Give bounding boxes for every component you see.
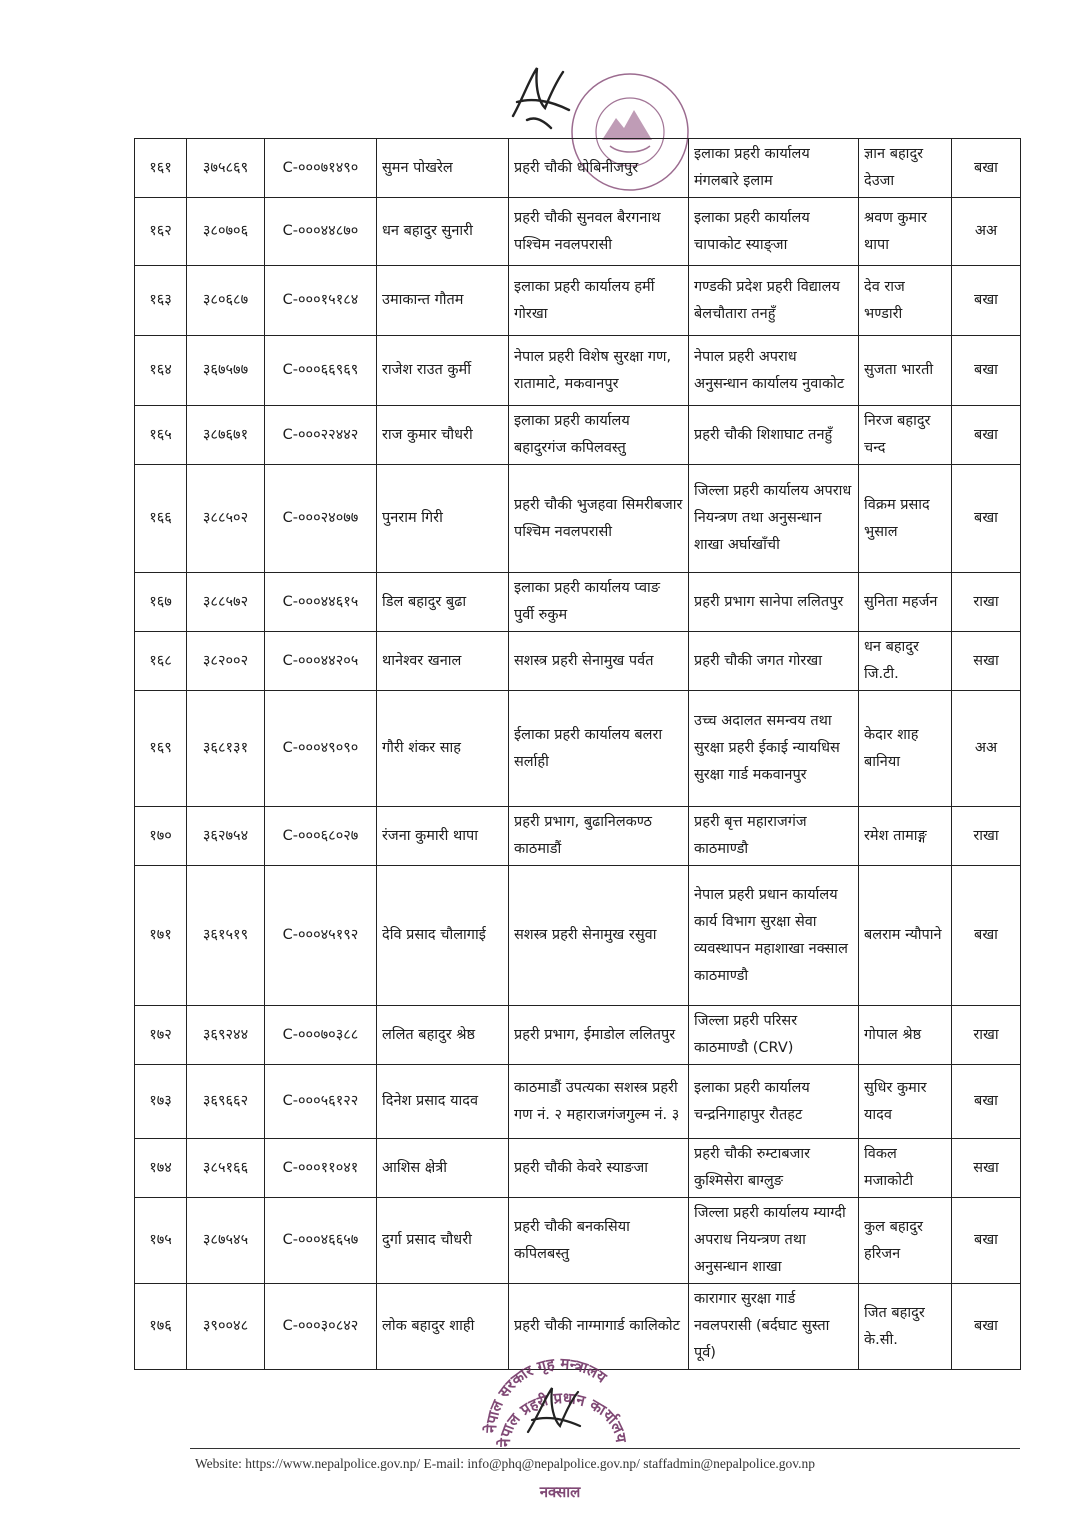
- cell-from: नेपाल प्रहरी विशेष सुरक्षा गण, रातामाटे, मकवानपुर: [509, 336, 689, 406]
- cell-person: ज्ञान बहादुर देउजा: [859, 139, 952, 198]
- cell-to: गण्डकी प्रदेश प्रहरी विद्यालय बेलचौतारा तनहुँ: [689, 266, 859, 336]
- cell-name: डिल बहादुर बुढा: [377, 573, 509, 632]
- cell-post: राखा: [952, 1006, 1021, 1065]
- table-row: [135, 406, 1021, 465]
- cell-code: C-०००४६६५७: [265, 1198, 377, 1284]
- cell-id: ३८२००२: [187, 632, 265, 691]
- cell-name: दिनेश प्रसाद यादव: [377, 1065, 509, 1139]
- cell-from: इलाका प्रहरी कार्यालय प्वाङ पुर्वी रुकुम: [509, 573, 689, 632]
- cell-id: ३८८५०२: [187, 465, 265, 573]
- table-row: [135, 1006, 1021, 1065]
- transfer-records-table: [134, 138, 1021, 1370]
- cell-from: इलाका प्रहरी कार्यालय हर्मी गोरखा: [509, 266, 689, 336]
- cell-person: सुधिर कुमार यादव: [859, 1065, 952, 1139]
- cell-to: नेपाल प्रहरी प्रधान कार्यालय कार्य विभाग सुरक्षा सेवा व्यवस्थापन महाशाखा नक्साल काठमाण्डौ: [689, 866, 859, 1006]
- cell-id: ३८०७०६: [187, 198, 265, 266]
- cell-person: कुल बहादुर हरिजन: [859, 1198, 952, 1284]
- cell-code: C-०००६८०२७: [265, 807, 377, 866]
- cell-sn: १६२: [135, 198, 187, 266]
- cell-post: बखा: [952, 406, 1021, 465]
- cell-id: ३९००४८: [187, 1284, 265, 1370]
- table-row: [135, 866, 1021, 1006]
- cell-name: उमाकान्त गौतम: [377, 266, 509, 336]
- cell-id: ३६७५७७: [187, 336, 265, 406]
- footer-divider: [190, 1448, 1020, 1449]
- cell-to: नेपाल प्रहरी अपराध अनुसन्धान कार्यालय नुवाकोट: [689, 336, 859, 406]
- cell-code: C-०००३०८४२: [265, 1284, 377, 1370]
- cell-to: जिल्ला प्रहरी कार्यालय म्याग्दी अपराध नियन्त्रण तथा अनुसन्धान शाखा: [689, 1198, 859, 1284]
- cell-code: C-०००६६९६९: [265, 336, 377, 406]
- table-row: [135, 632, 1021, 691]
- table-row: [135, 1065, 1021, 1139]
- cell-post: अअ: [952, 691, 1021, 807]
- cell-person: देव राज भण्डारी: [859, 266, 952, 336]
- cell-person: श्रवण कुमार थापा: [859, 198, 952, 266]
- cell-code: C-०००७०३८८: [265, 1006, 377, 1065]
- cell-name: पुनराम गिरी: [377, 465, 509, 573]
- cell-name: ललित बहादुर श्रेष्ठ: [377, 1006, 509, 1065]
- cell-post: बखा: [952, 266, 1021, 336]
- cell-sn: १६४: [135, 336, 187, 406]
- cell-to: जिल्ला प्रहरी परिसर काठमाण्डौ (CRV): [689, 1006, 859, 1065]
- cell-from: काठमाडौं उपत्यका सशस्त्र प्रहरी गण नं. २ महाराजगंजगुल्म नं. ३: [509, 1065, 689, 1139]
- cell-person: सुजता भारती: [859, 336, 952, 406]
- cell-name: देवि प्रसाद चौलागाई: [377, 866, 509, 1006]
- cell-code: C-०००१५१८४: [265, 266, 377, 336]
- cell-person: बलराम न्यौपाने: [859, 866, 952, 1006]
- cell-sn: १७१: [135, 866, 187, 1006]
- cell-code: C-०००७१४९०: [265, 139, 377, 198]
- cell-name: रंजना कुमारी थापा: [377, 807, 509, 866]
- cell-post: बखा: [952, 1065, 1021, 1139]
- seal-bottom-text: नक्साल: [539, 1483, 581, 1501]
- cell-post: सखा: [952, 632, 1021, 691]
- cell-id: ३६८१३१: [187, 691, 265, 807]
- cell-post: बखा: [952, 465, 1021, 573]
- cell-post: बखा: [952, 1284, 1021, 1370]
- cell-from: सशस्त्र प्रहरी सेनामुख रसुवा: [509, 866, 689, 1006]
- cell-id: ३६९६६२: [187, 1065, 265, 1139]
- cell-to: प्रहरी बृत्त महाराजगंज काठमाण्डौ: [689, 807, 859, 866]
- cell-name: धन बहादुर सुनारी: [377, 198, 509, 266]
- cell-from: प्रहरी चौकी केवरे स्याङजा: [509, 1139, 689, 1198]
- cell-person: जित बहादुर के.सी.: [859, 1284, 952, 1370]
- cell-post: राखा: [952, 573, 1021, 632]
- cell-from: प्रहरी चौकी सुनवल बैरगनाथ पश्चिम नवलपरासी: [509, 198, 689, 266]
- seal-outer-text: नेपाल सरकार गृह मन्त्रालय: [481, 1355, 610, 1434]
- cell-from: इलाका प्रहरी कार्यालय बहादुरगंज कपिलवस्तु: [509, 406, 689, 465]
- cell-sn: १७६: [135, 1284, 187, 1370]
- cell-post: बखा: [952, 336, 1021, 406]
- cell-from: सशस्त्र प्रहरी सेनामुख पर्वत: [509, 632, 689, 691]
- cell-name: आशिस क्षेत्री: [377, 1139, 509, 1198]
- cell-id: ३६१५१९: [187, 866, 265, 1006]
- cell-to: प्रहरी चौकी जगत गोरखा: [689, 632, 859, 691]
- cell-to: कारागार सुरक्षा गार्ड नवलपरासी (बर्दघाट सुस्ता पूर्व): [689, 1284, 859, 1370]
- cell-person: निरज बहादुर चन्द: [859, 406, 952, 465]
- cell-sn: १७४: [135, 1139, 187, 1198]
- cell-sn: १७०: [135, 807, 187, 866]
- signature-bottom-icon: [522, 1380, 586, 1450]
- cell-person: केदार शाह बानिया: [859, 691, 952, 807]
- footer-contact-text: Website: https://www.nepalpolice.gov.np/ E-mail: info@phq@nepalpolice.gov.np/ staffadmin@nepalpolice.gov.np: [195, 1456, 815, 1471]
- cell-sn: १६९: [135, 691, 187, 807]
- table-row: [135, 573, 1021, 632]
- cell-to: प्रहरी प्रभाग सानेपा ललितपुर: [689, 573, 859, 632]
- cell-id: ३६९२४४: [187, 1006, 265, 1065]
- cell-code: C-०००४९०९०: [265, 691, 377, 807]
- cell-to: इलाका प्रहरी कार्यालय मंगलबारे इलाम: [689, 139, 859, 198]
- seal-inner-text: नेपाल प्रहरी प्रधान कार्यालय: [495, 1388, 631, 1448]
- table-row: [135, 266, 1021, 336]
- cell-person: सुनिता महर्जन: [859, 573, 952, 632]
- cell-from: प्रहरी चौकी धोबिनीजपुर: [509, 139, 689, 198]
- cell-code: C-०००२४०७७: [265, 465, 377, 573]
- cell-post: बखा: [952, 1198, 1021, 1284]
- cell-sn: १६७: [135, 573, 187, 632]
- cell-from: प्रहरी चौकी नाग्मागार्ड कालिकोट: [509, 1284, 689, 1370]
- cell-id: ३८८५७२: [187, 573, 265, 632]
- table-row: [135, 691, 1021, 807]
- table-row: [135, 139, 1021, 198]
- cell-person: धन बहादुर जि.टी.: [859, 632, 952, 691]
- cell-code: C-०००४४२०५: [265, 632, 377, 691]
- cell-code: C-०००२२४४२: [265, 406, 377, 465]
- cell-sn: १७२: [135, 1006, 187, 1065]
- cell-from: प्रहरी चौकी बनकसिया कपिलबस्तु: [509, 1198, 689, 1284]
- table-row: [135, 1139, 1021, 1198]
- cell-id: ३६२७५४: [187, 807, 265, 866]
- cell-sn: १६५: [135, 406, 187, 465]
- cell-sn: १६१: [135, 139, 187, 198]
- cell-person: विक्रम प्रसाद भुसाल: [859, 465, 952, 573]
- cell-sn: १७५: [135, 1198, 187, 1284]
- cell-sn: १६३: [135, 266, 187, 336]
- cell-from: प्रहरी चौकी भुजहवा सिमरीबजार पश्चिम नवलपरासी: [509, 465, 689, 573]
- cell-name: राजेश राउत कुर्मी: [377, 336, 509, 406]
- cell-sn: १६६: [135, 465, 187, 573]
- table-row: [135, 1198, 1021, 1284]
- cell-sn: १७३: [135, 1065, 187, 1139]
- table-row: [135, 807, 1021, 866]
- cell-to: इलाका प्रहरी कार्यालय चन्द्रनिगाहापुर रौतहट: [689, 1065, 859, 1139]
- cell-code: C-०००५६१२२: [265, 1065, 377, 1139]
- cell-code: C-०००११०४१: [265, 1139, 377, 1198]
- cell-post: सखा: [952, 1139, 1021, 1198]
- cell-post: अअ: [952, 198, 1021, 266]
- cell-post: बखा: [952, 139, 1021, 198]
- cell-name: थानेश्वर खनाल: [377, 632, 509, 691]
- cell-id: ३८५१६६: [187, 1139, 265, 1198]
- cell-to: जिल्ला प्रहरी कार्यालय अपराध नियन्त्रण तथा अनुसन्धान शाखा अर्घाखाँची: [689, 465, 859, 573]
- cell-person: विकल मजाकोटी: [859, 1139, 952, 1198]
- cell-name: लोक बहादुर शाही: [377, 1284, 509, 1370]
- cell-name: गौरी शंकर साह: [377, 691, 509, 807]
- cell-id: ३७५८६९: [187, 139, 265, 198]
- cell-post: बखा: [952, 866, 1021, 1006]
- cell-from: प्रहरी प्रभाग, ईमाडोल ललितपुर: [509, 1006, 689, 1065]
- cell-person: रमेश तामाङ्ग: [859, 807, 952, 866]
- cell-name: दुर्गा प्रसाद चौधरी: [377, 1198, 509, 1284]
- cell-name: सुमन पोखरेल: [377, 139, 509, 198]
- table-row: [135, 465, 1021, 573]
- cell-id: ३८०६८७: [187, 266, 265, 336]
- cell-sn: १६८: [135, 632, 187, 691]
- cell-person: गोपाल श्रेष्ठ: [859, 1006, 952, 1065]
- cell-to: उच्च अदालत समन्वय तथा सुरक्षा प्रहरी ईकाई न्यायधिस सुरक्षा गार्ड मकवानपुर: [689, 691, 859, 807]
- cell-id: ३८७५४५: [187, 1198, 265, 1284]
- cell-name: राज कुमार चौधरी: [377, 406, 509, 465]
- cell-to: इलाका प्रहरी कार्यालय चापाकोट स्याङ्जा: [689, 198, 859, 266]
- table-row: [135, 336, 1021, 406]
- cell-to: प्रहरी चौकी रुम्टाबजार कुश्मिसेरा बाग्लुङ: [689, 1139, 859, 1198]
- cell-from: प्रहरी प्रभाग, बुढानिलकण्ठ काठमाडौं: [509, 807, 689, 866]
- cell-code: C-०००४४६१५: [265, 573, 377, 632]
- cell-to: प्रहरी चौकी शिशाघाट तनहुँ: [689, 406, 859, 465]
- cell-code: C-०००४४८७०: [265, 198, 377, 266]
- cell-post: राखा: [952, 807, 1021, 866]
- cell-id: ३८७६७१: [187, 406, 265, 465]
- cell-from: ईलाका प्रहरी कार्यालय बलरा सर्लाही: [509, 691, 689, 807]
- table-row: [135, 198, 1021, 266]
- cell-code: C-०००४५१९२: [265, 866, 377, 1006]
